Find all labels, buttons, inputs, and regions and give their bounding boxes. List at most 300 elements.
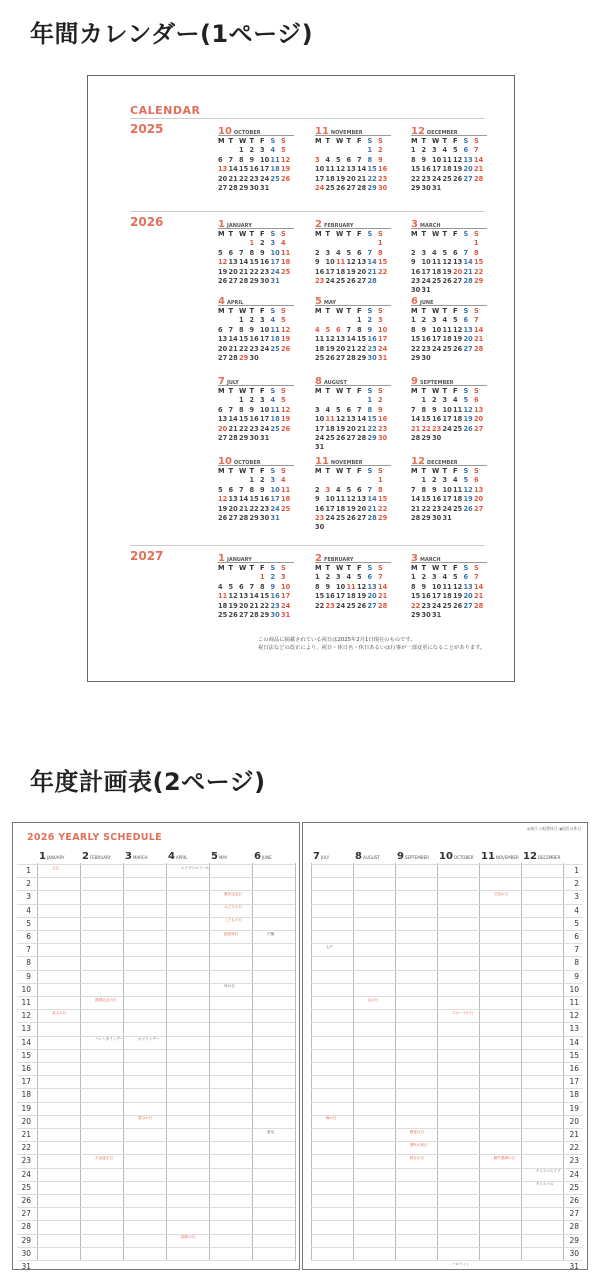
- day-number: 18: [569, 1090, 579, 1100]
- schedule-month-header: [313, 851, 329, 862]
- day-cell: 25: [270, 344, 280, 353]
- row-line: [17, 1154, 295, 1155]
- weekday-label: T: [346, 564, 351, 572]
- day-cell: 20: [218, 424, 228, 433]
- note-line: 祝日法などの改正により、祝日・休日名・休日あるいは行事が一部変更になることがあります。: [258, 645, 486, 651]
- day-cell: 27: [239, 611, 249, 620]
- day-cell: 29: [239, 184, 249, 193]
- weekday-label: W: [336, 307, 344, 315]
- day-cell: 7: [378, 573, 383, 582]
- day-cell: 30: [249, 354, 259, 363]
- day-cell: 4: [336, 248, 341, 257]
- day-cell: 6: [218, 325, 223, 334]
- day-number: 28: [569, 1222, 579, 1232]
- day-cell: 23: [249, 174, 259, 183]
- day-cell: 27: [463, 174, 473, 183]
- month-name: JANUARY: [226, 223, 252, 229]
- day-number: 20: [21, 1116, 31, 1126]
- schedule-event: こどもの日: [224, 918, 243, 923]
- day-cell: 20: [239, 601, 249, 610]
- weekday-label: W: [239, 307, 247, 315]
- weekday-label: W: [432, 387, 440, 395]
- day-cell: 6: [357, 248, 362, 257]
- weekday-label: T: [442, 307, 447, 315]
- day-cell: 21: [228, 424, 238, 433]
- day-cell: 14: [367, 495, 377, 504]
- day-cell: 23: [260, 267, 270, 276]
- day-number: 17: [21, 1077, 31, 1087]
- day-cell: 23: [249, 424, 259, 433]
- day-cell: 27: [218, 354, 228, 363]
- weekday-label: W: [239, 137, 247, 145]
- schedule-title: 2026 YEARLY SCHEDULE: [27, 832, 162, 843]
- month-header: [218, 296, 294, 306]
- day-cell: 2: [315, 485, 320, 494]
- schedule-month-header: [523, 851, 560, 862]
- month-calendar: [218, 126, 294, 193]
- day-cell: 21: [474, 165, 484, 174]
- day-cell: 9: [378, 405, 383, 414]
- day-cell: 30: [315, 523, 325, 532]
- day-cell: 9: [260, 248, 265, 257]
- schedule-month-number: 11: [481, 851, 495, 862]
- month-calendar: [411, 296, 487, 363]
- day-cell: 8: [315, 582, 320, 591]
- schedule-legend: ◎祝日 ○振替休日 ◑国民の休日: [526, 826, 581, 831]
- day-number: 11: [21, 998, 31, 1007]
- weekday-label: S: [270, 564, 276, 572]
- day-cell: 12: [463, 405, 473, 414]
- day-grid: [411, 307, 487, 363]
- schedule-event: 振替休日: [224, 931, 239, 936]
- day-cell: 15: [474, 258, 484, 267]
- month-name: JULY: [226, 380, 239, 386]
- empty-day: [336, 316, 347, 325]
- day-cell: 13: [218, 415, 228, 424]
- day-cell: 23: [411, 277, 421, 286]
- day-cell: 21: [367, 267, 377, 276]
- day-cell: 13: [239, 592, 249, 601]
- day-cell: 6: [357, 485, 362, 494]
- month-number: 9: [411, 376, 418, 387]
- schedule-month-header: [125, 851, 148, 862]
- day-cell: 11: [336, 258, 346, 267]
- day-cell: 15: [411, 165, 421, 174]
- row-line: [17, 1115, 295, 1116]
- day-cell: 28: [367, 514, 377, 523]
- day-number: 21: [21, 1130, 31, 1139]
- day-number: 13: [569, 1024, 579, 1034]
- day-cell: 19: [281, 165, 291, 174]
- weekday-label: T: [442, 230, 447, 238]
- day-cell: 5: [336, 155, 341, 164]
- month-name: AUGUST: [323, 380, 347, 386]
- day-cell: 5: [218, 485, 223, 494]
- day-cell: 14: [249, 592, 259, 601]
- day-cell: 19: [453, 335, 463, 344]
- day-cell: 24: [432, 174, 442, 183]
- day-cell: 18: [336, 504, 346, 513]
- day-cell: 5: [463, 396, 469, 405]
- day-number: 24: [21, 1169, 31, 1179]
- day-cell: 6: [346, 155, 352, 164]
- day-cell: 12: [453, 582, 463, 591]
- schedule-month-number: 5: [211, 851, 218, 862]
- day-grid: [411, 387, 487, 443]
- empty-day: [336, 396, 347, 405]
- day-cell: 19: [281, 335, 291, 344]
- day-number: 4: [574, 905, 579, 915]
- weekday-label: T: [249, 137, 254, 145]
- row-line: [311, 1075, 583, 1076]
- weekday-label: T: [228, 137, 233, 145]
- weekday-label: S: [474, 307, 479, 315]
- day-cell: 17: [442, 415, 452, 424]
- day-cell: 28: [357, 434, 367, 443]
- day-cell: 20: [228, 504, 238, 513]
- day-cell: 27: [453, 277, 463, 286]
- schedule-event: 海の日: [325, 1116, 337, 1121]
- day-cell: 22: [239, 174, 249, 183]
- day-cell: 19: [218, 504, 228, 513]
- day-cell: 13: [228, 495, 238, 504]
- day-number: 9: [574, 971, 579, 981]
- day-cell: 19: [463, 495, 473, 504]
- day-cell: 26: [281, 424, 291, 433]
- day-number: 26: [21, 1196, 31, 1205]
- weekday-label: T: [442, 564, 447, 572]
- weekday-label: F: [260, 467, 265, 475]
- weekday-label: S: [463, 467, 469, 475]
- day-cell: 5: [228, 582, 234, 591]
- schedule-month-number: 8: [355, 851, 362, 862]
- day-cell: 13: [218, 335, 228, 344]
- day-cell: 22: [421, 504, 431, 513]
- day-cell: 5: [453, 146, 458, 155]
- weekday-label: T: [346, 307, 351, 315]
- day-number: 12: [21, 1011, 31, 1021]
- day-cell: 5: [463, 476, 469, 485]
- day-number: 28: [21, 1222, 31, 1232]
- page1-heading: 年間カレンダー(1ページ): [30, 20, 314, 48]
- day-cell: 10: [432, 325, 442, 334]
- day-cell: 30: [432, 434, 442, 443]
- day-cell: 27: [228, 277, 238, 286]
- row-line: [17, 1234, 295, 1235]
- day-cell: 14: [411, 495, 421, 504]
- column-line: [295, 863, 296, 1261]
- day-cell: 21: [378, 592, 388, 601]
- row-line: [17, 956, 295, 957]
- weekday-label: W: [336, 387, 344, 395]
- month-name: NOVEMBER: [330, 460, 363, 466]
- month-header: [218, 126, 294, 136]
- day-cell: 8: [421, 485, 427, 494]
- day-number: 8: [574, 958, 579, 968]
- day-cell: 20: [474, 415, 484, 424]
- row-line: [311, 1128, 583, 1129]
- day-cell: 25: [270, 424, 280, 433]
- day-cell: 30: [367, 354, 377, 363]
- day-cell: 16: [367, 335, 377, 344]
- day-cell: 27: [346, 434, 356, 443]
- day-cell: 7: [357, 405, 362, 414]
- weekday-label: M: [315, 230, 322, 238]
- day-cell: 5: [357, 573, 362, 582]
- day-cell: 23: [432, 504, 442, 513]
- empty-day: [453, 239, 464, 248]
- empty-day: [218, 396, 229, 405]
- day-cell: 17: [442, 495, 452, 504]
- month-number: 2: [315, 553, 322, 564]
- day-cell: 28: [228, 434, 238, 443]
- day-number: 4: [26, 905, 31, 915]
- day-cell: 29: [421, 434, 431, 443]
- day-cell: 27: [463, 601, 473, 610]
- schedule-month-name: NOVEMBER: [495, 855, 519, 860]
- month-name: JANUARY: [226, 557, 252, 563]
- weekday-label: S: [281, 387, 286, 395]
- day-cell: 17: [315, 174, 325, 183]
- month-calendar: [411, 219, 487, 296]
- day-cell: 4: [218, 582, 223, 591]
- day-cell: 26: [218, 277, 228, 286]
- empty-day: [422, 239, 433, 248]
- month-name: DECEMBER: [426, 460, 458, 466]
- day-number: 17: [569, 1077, 579, 1087]
- day-cell: 30: [260, 514, 270, 523]
- day-cell: 12: [463, 485, 473, 494]
- day-cell: 3: [432, 146, 437, 155]
- day-cell: 17: [270, 258, 280, 267]
- row-line: [311, 1234, 583, 1235]
- weekday-label: T: [442, 387, 447, 395]
- empty-day: [239, 239, 250, 248]
- row-line: [311, 864, 583, 865]
- month-number: 1: [218, 553, 225, 564]
- day-cell: 30: [421, 611, 431, 620]
- day-cell: 13: [474, 405, 484, 414]
- day-cell: 19: [453, 165, 463, 174]
- month-header: [411, 456, 487, 466]
- day-cell: 20: [346, 174, 356, 183]
- day-cell: 22: [411, 344, 421, 353]
- day-cell: 6: [367, 573, 373, 582]
- row-line: [311, 1009, 583, 1010]
- day-cell: 26: [336, 184, 346, 193]
- month-calendar: [315, 126, 391, 193]
- day-cell: 24: [336, 601, 346, 610]
- day-cell: 13: [453, 258, 463, 267]
- day-cell: 25: [453, 424, 463, 433]
- weekday-label: S: [367, 564, 373, 572]
- day-cell: 16: [378, 165, 388, 174]
- day-cell: 24: [260, 344, 270, 353]
- day-cell: 9: [315, 495, 320, 504]
- day-cell: 10: [270, 248, 280, 257]
- day-cell: 1: [315, 573, 320, 582]
- day-cell: 4: [442, 146, 448, 155]
- schedule-event: みどりの日: [224, 905, 243, 910]
- row-line: [311, 877, 583, 878]
- day-cell: 13: [228, 258, 238, 267]
- day-cell: 25: [270, 174, 280, 183]
- day-cell: 9: [421, 582, 427, 591]
- empty-day: [411, 476, 422, 485]
- day-cell: 20: [346, 424, 356, 433]
- day-cell: 23: [315, 277, 325, 286]
- day-cell: 11: [315, 335, 325, 344]
- day-cell: 5: [281, 396, 286, 405]
- day-cell: 14: [357, 415, 367, 424]
- month-name: FEBRUARY: [323, 223, 354, 229]
- day-cell: 13: [367, 582, 377, 591]
- day-cell: 30: [260, 277, 270, 286]
- day-cell: 23: [421, 344, 431, 353]
- day-number: 23: [21, 1156, 31, 1166]
- schedule-month-header: [481, 851, 519, 862]
- day-cell: 12: [218, 495, 228, 504]
- day-cell: 21: [239, 504, 249, 513]
- day-cell: 17: [432, 165, 442, 174]
- day-cell: 14: [411, 415, 421, 424]
- schedule-month-header: [439, 851, 474, 862]
- rule: [130, 545, 484, 546]
- day-cell: 5: [346, 248, 352, 257]
- weekday-label: F: [260, 230, 265, 238]
- month-header: [411, 376, 487, 386]
- day-cell: 19: [281, 415, 291, 424]
- day-cell: 21: [463, 267, 473, 276]
- row-line: [17, 943, 295, 944]
- row-line: [311, 904, 583, 905]
- schedule-month-name: OCTOBER: [453, 855, 474, 860]
- month-header: [315, 219, 391, 229]
- day-cell: 2: [421, 573, 427, 582]
- day-cell: 2: [249, 396, 255, 405]
- day-cell: 26: [463, 504, 473, 513]
- month-number: 8: [315, 376, 322, 387]
- day-cell: 29: [378, 514, 388, 523]
- day-cell: 2: [432, 476, 437, 485]
- weekday-label: M: [411, 467, 418, 475]
- weekday-label: W: [336, 230, 344, 238]
- weekday-label: M: [315, 387, 322, 395]
- day-cell: 7: [411, 485, 416, 494]
- day-cell: 30: [432, 514, 442, 523]
- day-cell: 26: [336, 434, 346, 443]
- day-number: 12: [569, 1011, 579, 1021]
- day-cell: 7: [357, 155, 362, 164]
- day-cell: 15: [249, 495, 259, 504]
- empty-day: [336, 239, 347, 248]
- day-cell: 7: [474, 573, 479, 582]
- day-cell: 9: [432, 485, 437, 494]
- day-cell: 3: [270, 476, 276, 485]
- day-cell: 2: [432, 396, 437, 405]
- day-cell: 14: [228, 335, 238, 344]
- day-cell: 14: [474, 155, 484, 164]
- row-line: [311, 1049, 583, 1050]
- day-grid: [315, 137, 391, 193]
- day-cell: 15: [357, 335, 367, 344]
- day-cell: 11: [218, 592, 228, 601]
- schedule-event: スポーツの日: [451, 1010, 474, 1015]
- rule: [130, 118, 484, 119]
- day-cell: 20: [218, 174, 228, 183]
- day-cell: 22: [378, 504, 388, 513]
- schedule-event: クリスマスイブ: [535, 1169, 561, 1174]
- day-cell: 20: [463, 592, 473, 601]
- month-number: 1: [218, 219, 225, 230]
- weekday-label: S: [270, 307, 276, 315]
- day-cell: 11: [336, 495, 346, 504]
- day-cell: 18: [315, 344, 325, 353]
- month-calendar: [218, 296, 294, 363]
- row-line: [17, 983, 295, 984]
- day-cell: 22: [474, 267, 484, 276]
- day-cell: 4: [453, 476, 458, 485]
- day-cell: 23: [432, 424, 442, 433]
- empty-day: [326, 476, 337, 485]
- weekday-label: M: [218, 230, 225, 238]
- month-calendar: [315, 296, 391, 363]
- schedule-month-number: 4: [168, 851, 175, 862]
- day-number: 22: [569, 1143, 579, 1153]
- empty-day: [336, 146, 347, 155]
- day-cell: 21: [228, 344, 238, 353]
- row-line: [17, 1220, 295, 1221]
- weekday-label: F: [357, 307, 362, 315]
- day-cell: 8: [378, 248, 383, 257]
- day-cell: 27: [346, 184, 356, 193]
- day-cell: 11: [453, 485, 463, 494]
- day-cell: 1: [411, 316, 416, 325]
- empty-day: [357, 239, 368, 248]
- day-cell: 25: [442, 344, 452, 353]
- weekday-label: S: [270, 387, 276, 395]
- day-number: 10: [21, 984, 31, 994]
- day-cell: 26: [346, 514, 356, 523]
- row-line: [311, 917, 583, 918]
- weekday-label: T: [228, 387, 233, 395]
- month-name: MARCH: [419, 223, 441, 229]
- day-cell: 29: [239, 434, 249, 443]
- row-line: [17, 1088, 295, 1089]
- weekday-label: W: [432, 467, 440, 475]
- row-line: [311, 996, 583, 997]
- schedule-event: エイプリルフール: [181, 865, 210, 870]
- day-cell: 24: [260, 174, 270, 183]
- day-cell: 26: [463, 424, 473, 433]
- day-cell: 6: [346, 405, 352, 414]
- day-cell: 17: [325, 267, 335, 276]
- empty-day: [218, 239, 229, 248]
- day-cell: 30: [411, 286, 421, 295]
- day-cell: 19: [453, 592, 463, 601]
- weekday-label: T: [421, 230, 426, 238]
- day-cell: 2: [315, 248, 320, 257]
- day-cell: 24: [325, 277, 335, 286]
- day-cell: 30: [421, 184, 431, 193]
- day-cell: 12: [228, 592, 238, 601]
- day-grid: [411, 564, 487, 620]
- day-cell: 10: [421, 258, 431, 267]
- day-cell: 13: [463, 155, 473, 164]
- weekday-label: F: [453, 307, 458, 315]
- day-cell: 14: [474, 582, 484, 591]
- day-cell: 22: [239, 344, 249, 353]
